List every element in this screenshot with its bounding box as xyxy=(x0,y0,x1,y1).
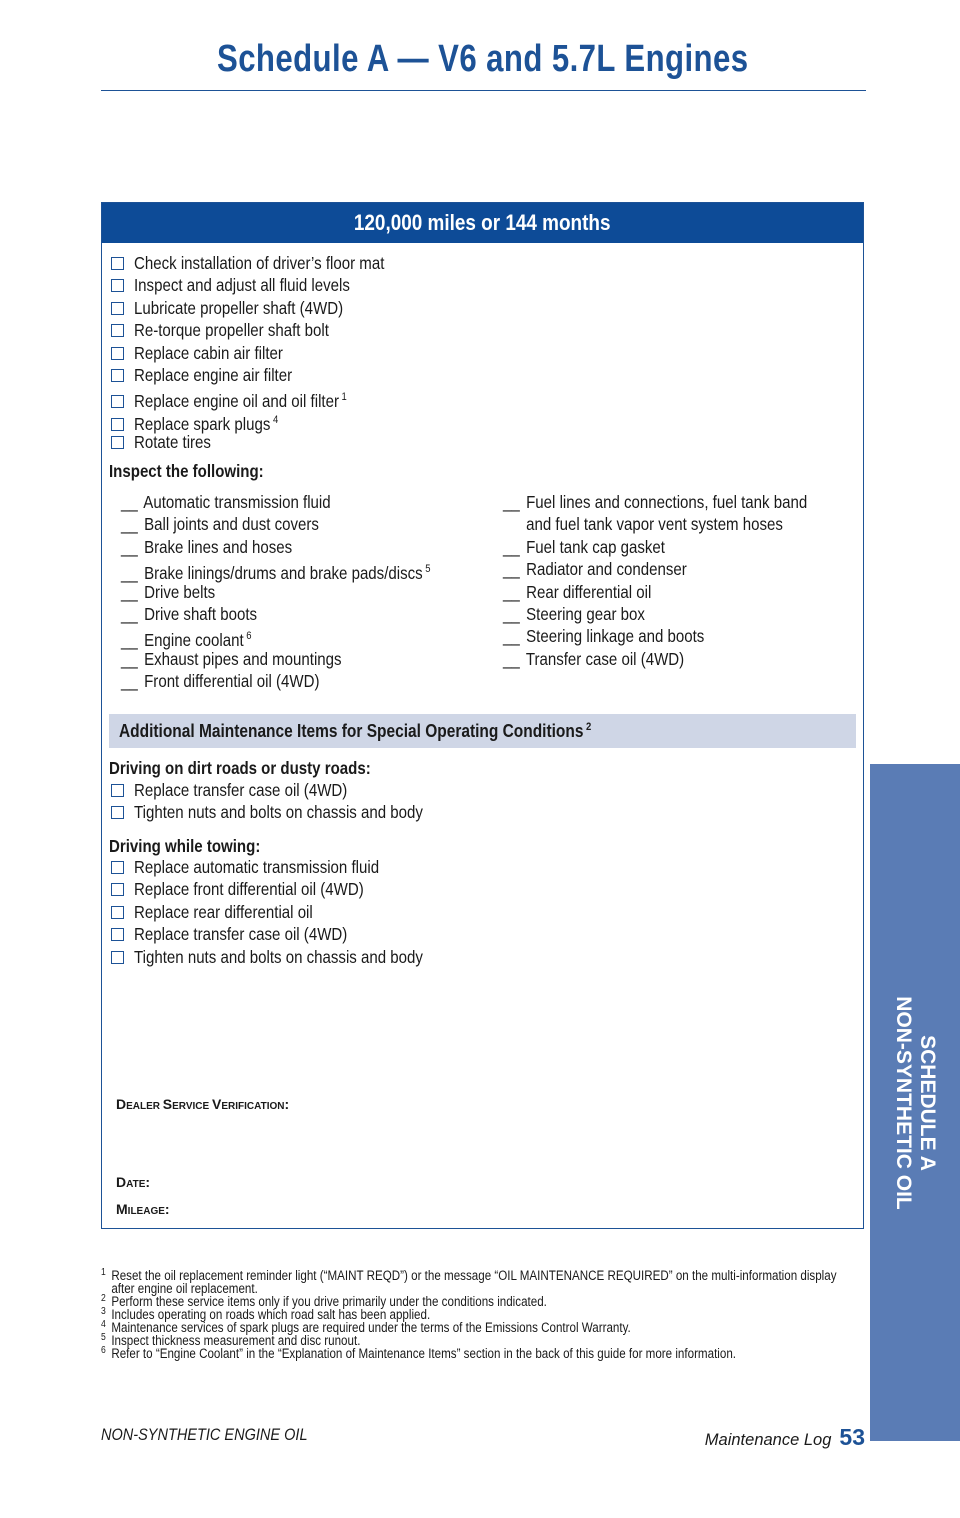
checkbox-icon[interactable] xyxy=(111,279,124,292)
footnote: 2 Perform these service items only if you drive primarily under the conditions indicated. xyxy=(101,1293,547,1309)
footnote: 3 Includes operating on roads which road salt has been applied. xyxy=(101,1306,431,1322)
dirt-roads-heading: Driving on dirt roads or dusty roads: xyxy=(109,758,371,778)
inspect-item: __ Drive shaft boots xyxy=(121,603,258,624)
footer-left: NON-SYNTHETIC ENGINE OIL xyxy=(101,1426,308,1444)
inspect-item: __ Front differential oil (4WD) xyxy=(121,671,320,692)
inspect-item: __ Brake linings/drums and brake pads/discs $^5$ xyxy=(121,563,431,584)
checkbox-icon[interactable] xyxy=(111,784,124,797)
checkbox-icon[interactable] xyxy=(111,324,124,337)
inspect-heading: Inspect the following: xyxy=(109,461,264,481)
inspect-item-continued: and fuel tank vapor vent system hoses xyxy=(526,514,783,535)
checkbox-icon[interactable] xyxy=(111,369,124,382)
footnote-ref: 4 xyxy=(272,413,279,426)
footnote-ref: 6 xyxy=(246,630,252,643)
footnote-ref: 1 xyxy=(341,391,347,404)
checkbox-icon[interactable] xyxy=(111,347,124,360)
service-checklist xyxy=(111,252,425,454)
inspect-item: __ Drive belts xyxy=(121,581,216,602)
inspect-item: __ Rear differential oil xyxy=(503,581,652,602)
footnote: 6 Refer to “Engine Coolant” in the “Explanation of Maintenance Items” section in the back of this guide for more information. xyxy=(101,1345,737,1361)
checklist-item[interactable]: Replace front differential oil (4WD) xyxy=(111,878,470,900)
towing-heading: Driving while towing: xyxy=(109,836,261,856)
checklist-item[interactable]: Inspect and adjust all fluid levels xyxy=(111,274,425,296)
footnote: 4 Maintenance services of spark plugs are required under the terms of the Emissions Control Warranty. xyxy=(101,1319,631,1335)
checkbox-icon[interactable] xyxy=(111,906,124,919)
title-rule xyxy=(101,90,866,91)
checkbox-icon[interactable] xyxy=(111,951,124,964)
checkbox-icon[interactable] xyxy=(111,257,124,270)
checklist-item[interactable]: Check installation of driver’s floor mat xyxy=(111,252,425,274)
inspect-item: __ Steering linkage and boots xyxy=(503,626,705,647)
section-side-tab xyxy=(870,764,960,1441)
checklist-item[interactable]: Tighten nuts and bolts on chassis and body xyxy=(111,946,470,968)
inspect-list-right xyxy=(503,491,857,670)
checklist-item[interactable]: Tighten nuts and bolts on chassis and body xyxy=(111,801,470,823)
inspect-item: __ Brake lines and hoses xyxy=(121,536,293,557)
checkbox-icon[interactable] xyxy=(111,436,124,449)
dirt-roads-checklist xyxy=(111,779,470,824)
checkbox-icon[interactable] xyxy=(111,418,124,431)
inspect-item: __ Ball joints and dust covers xyxy=(121,514,319,535)
checklist-item[interactable]: Replace engine oil and oil filter $^1$ xyxy=(111,386,425,408)
checkbox-icon[interactable] xyxy=(111,806,124,819)
side-tab-line1: SCHEDULE A xyxy=(916,1034,939,1171)
footnote-ref: 5 xyxy=(425,563,431,576)
inspect-item: __ Fuel tank cap gasket xyxy=(503,536,665,557)
side-tab-line2: NON-SYNTHETIC OIL xyxy=(892,995,915,1210)
checklist-item[interactable]: Replace automatic transmission fluid xyxy=(111,856,470,878)
mileage-label: MILEAGE: xyxy=(116,1201,170,1217)
footer-section: Maintenance Log xyxy=(704,1431,832,1449)
additional-maintenance-bar xyxy=(109,714,856,748)
checklist-item[interactable]: Re-torque propeller shaft bolt xyxy=(111,319,425,341)
checkbox-icon[interactable] xyxy=(111,883,124,896)
inspect-item: __ Exhaust pipes and mountings xyxy=(121,648,342,669)
footnotes xyxy=(101,1269,871,1360)
interval-header: 120,000 miles or 144 months xyxy=(102,203,863,243)
inspect-item: __ Fuel lines and connections, fuel tank band xyxy=(503,492,808,512)
footer-right xyxy=(705,1424,865,1451)
inspect-list-left xyxy=(121,491,481,693)
checklist-item[interactable]: Replace transfer case oil (4WD) xyxy=(111,923,470,945)
inspect-item: __ Steering gear box xyxy=(503,603,645,624)
service-interval-box xyxy=(101,202,864,1229)
checkbox-icon[interactable] xyxy=(111,928,124,941)
additional-maintenance-title: Additional Maintenance Items for Special Operating Conditions $^2$ xyxy=(119,721,592,741)
page-number: 53 xyxy=(839,1424,865,1450)
checklist-item[interactable]: Replace engine air filter xyxy=(111,364,425,386)
checklist-item[interactable]: Replace cabin air filter xyxy=(111,342,425,364)
checkbox-icon[interactable] xyxy=(111,395,124,408)
footnote-ref: 2 xyxy=(586,721,592,733)
inspect-item: __ Radiator and condenser xyxy=(503,559,687,580)
dealer-service-verification-label: DEALER SERVICE VERIFICATION: xyxy=(116,1096,290,1112)
towing-checklist xyxy=(111,856,470,968)
checklist-item[interactable]: Lubricate propeller shaft (4WD) xyxy=(111,297,425,319)
checklist-item[interactable]: Replace transfer case oil (4WD) xyxy=(111,779,470,801)
inspect-item: __ Automatic transmission fluid xyxy=(121,492,331,512)
footnote: 1 Reset the oil replacement reminder light (“MAINT REQD”) or the message “OIL MAINTENANCE REQUIRED” on the multi-information display after engine oil replacement. xyxy=(101,1267,837,1296)
checklist-item[interactable]: Replace rear differential oil xyxy=(111,901,470,923)
checkbox-icon[interactable] xyxy=(111,302,124,315)
footnote: 5 Inspect thickness measurement and disc runout. xyxy=(101,1332,361,1348)
page-title: Schedule A — V6 and 5.7L Engines xyxy=(216,38,749,80)
checkbox-icon[interactable] xyxy=(111,861,124,874)
inspect-item: __ Engine coolant $^6$ xyxy=(121,630,252,651)
checklist-item[interactable]: Replace spark plugs $^4$ xyxy=(111,409,425,431)
checklist-item[interactable]: Rotate tires xyxy=(111,431,425,453)
inspect-item: __ Transfer case oil (4WD) xyxy=(503,648,685,669)
date-label: DATE: xyxy=(116,1174,151,1190)
